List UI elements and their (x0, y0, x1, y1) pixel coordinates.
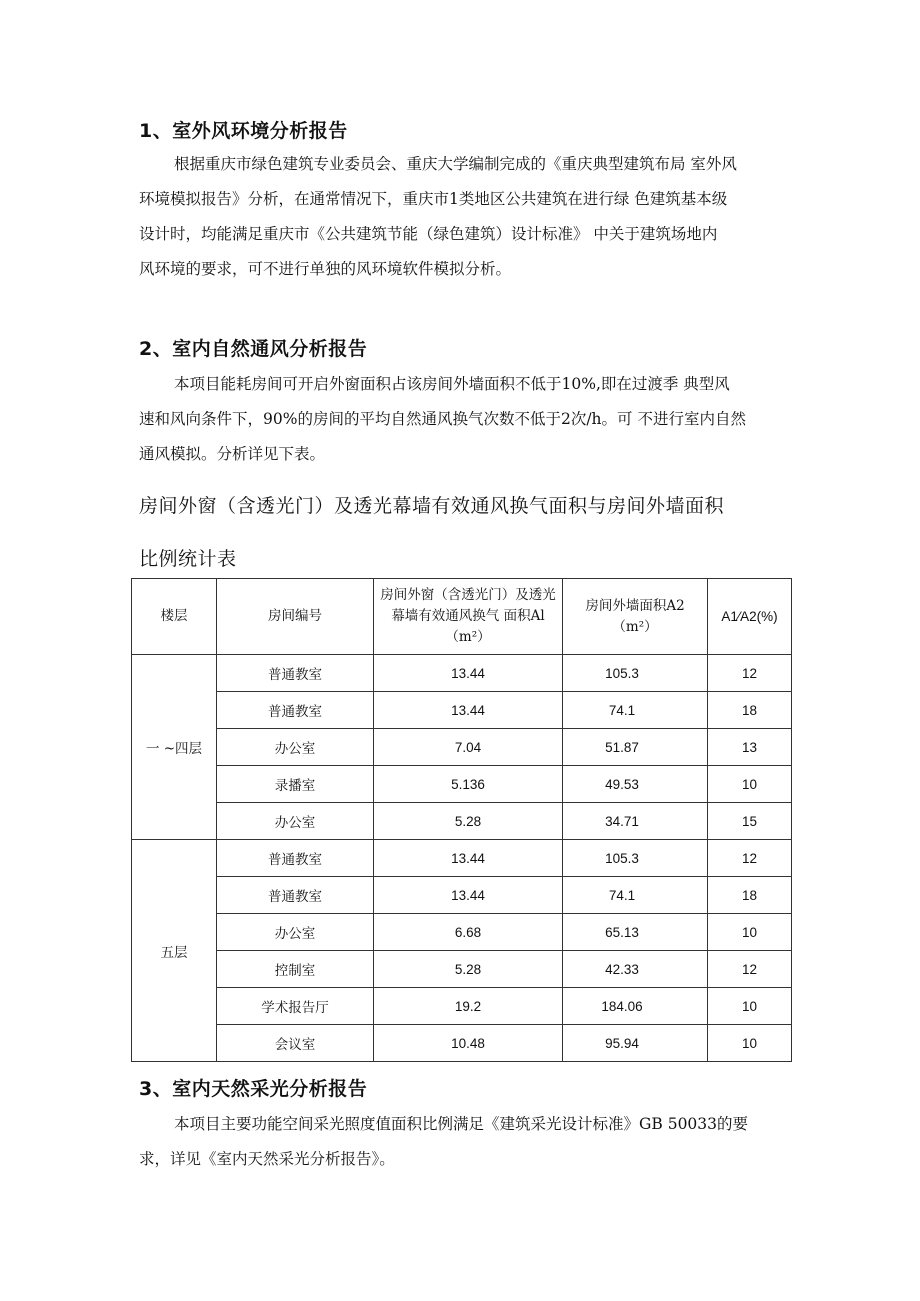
ratio-cell: 12 (708, 951, 792, 988)
ventilation-ratio-table (131, 578, 792, 1062)
table-row (132, 877, 792, 914)
section2-heading: 2、室内自然通风分析报告 (139, 338, 368, 360)
room-cell: 办公室 (217, 729, 374, 766)
area2-cell: 184.06 (563, 988, 708, 1025)
area1-cell: 13.44 (374, 877, 563, 914)
area2-cell: 49.53 (563, 766, 708, 803)
area1-cell: 7.04 (374, 729, 563, 766)
table-row (132, 1025, 792, 1062)
ratio-cell: 13 (708, 729, 792, 766)
area1-cell: 19.2 (374, 988, 563, 1025)
header-floor: 楼层 (132, 579, 217, 655)
room-cell: 录播室 (217, 766, 374, 803)
ratio-cell: 10 (708, 1025, 792, 1062)
table-row (132, 840, 792, 877)
area2-cell: 105.3 (563, 655, 708, 692)
section1-paragraph (139, 147, 845, 287)
area2-cell: 34.71 (563, 803, 708, 840)
section3-paragraph (139, 1107, 845, 1177)
section1-heading: 1、室外风环境分析报告 (139, 120, 348, 142)
table-row (132, 803, 792, 840)
area1-cell: 13.44 (374, 655, 563, 692)
paragraph-line: 求，详见《室内天然采光分析报告》。 (139, 1150, 395, 1168)
area2-cell: 105.3 (563, 840, 708, 877)
table-header-row (132, 579, 792, 655)
area1-cell: 13.44 (374, 840, 563, 877)
ratio-cell: 10 (708, 914, 792, 951)
room-cell: 普通教室 (217, 877, 374, 914)
area1-cell: 6.68 (374, 914, 563, 951)
header-ratio: A1⁄A2(%) (708, 579, 792, 655)
floor-cell: 五层 (132, 840, 217, 1062)
table-row (132, 951, 792, 988)
area2-cell: 65.13 (563, 914, 708, 951)
room-cell: 普通教室 (217, 655, 374, 692)
room-cell: 普通教室 (217, 840, 374, 877)
area2-cell: 51.87 (563, 729, 708, 766)
area2-cell: 74.1 (563, 877, 708, 914)
ratio-cell: 18 (708, 692, 792, 729)
ratio-cell: 10 (708, 988, 792, 1025)
paragraph-line: 风环境的要求，可不进行单独的风环境软件模拟分析。 (139, 260, 512, 278)
ratio-cell: 12 (708, 655, 792, 692)
table-row (132, 692, 792, 729)
table-row (132, 655, 792, 692)
header-area2: 房间外墙面积A2 （m²） (563, 579, 708, 655)
room-cell: 办公室 (217, 914, 374, 951)
table-row (132, 766, 792, 803)
table-row (132, 914, 792, 951)
table-title-line2: 比例统计表 (139, 548, 237, 570)
area1-cell: 10.48 (374, 1025, 563, 1062)
header-room: 房间编号 (217, 579, 374, 655)
floor-cell: 一 ~四层 (132, 655, 217, 840)
area1-cell: 13.44 (374, 692, 563, 729)
area1-cell: 5.28 (374, 803, 563, 840)
header-area1: 房间外窗（含透光门）及透光幕墙有效通风换气 面积Al （m²） (374, 579, 563, 655)
paragraph-line: 本项目主要功能空间采光照度值面积比例满足《建筑采光设计标准》GB 50033的要 (174, 1115, 749, 1133)
room-cell: 办公室 (217, 803, 374, 840)
table-body (132, 655, 792, 1062)
table-title-line1: 房间外窗（含透光门）及透光幕墙有效通风换气面积与房间外墙面积 (139, 495, 725, 517)
room-cell: 学术报告厅 (217, 988, 374, 1025)
paragraph-line: 通风模拟。分析详见下表。 (139, 445, 326, 463)
ratio-cell: 10 (708, 766, 792, 803)
paragraph-line: 设计时，均能满足重庆市《公共建筑节能（绿色建筑）设计标准》 中关于建筑场地内 (139, 225, 718, 243)
section2-paragraph (139, 367, 845, 472)
section3-heading: 3、室内天然采光分析报告 (139, 1078, 368, 1100)
table-row (132, 729, 792, 766)
area2-cell: 42.33 (563, 951, 708, 988)
room-cell: 会议室 (217, 1025, 374, 1062)
paragraph-line: 速和风向条件下，90%的房间的平均自然通风换气次数不低于2次/h。可 不进行室内自然 (139, 410, 746, 428)
ratio-cell: 15 (708, 803, 792, 840)
paragraph-line: 环境模拟报告》分析，在通常情况下，重庆市1类地区公共建筑在进行绿 色建筑基本级 (139, 190, 728, 208)
area1-cell: 5.28 (374, 951, 563, 988)
room-cell: 普通教室 (217, 692, 374, 729)
room-cell: 控制室 (217, 951, 374, 988)
area2-cell: 95.94 (563, 1025, 708, 1062)
ratio-cell: 12 (708, 840, 792, 877)
paragraph-line: 本项目能耗房间可开启外窗面积占该房间外墙面积不低于10%,即在过渡季 典型风 (174, 375, 730, 393)
area2-cell: 74.1 (563, 692, 708, 729)
paragraph-line: 根据重庆市绿色建筑专业委员会、重庆大学编制完成的《重庆典型建筑布局 室外风 (174, 155, 737, 173)
ratio-cell: 18 (708, 877, 792, 914)
table-row (132, 988, 792, 1025)
area1-cell: 5.136 (374, 766, 563, 803)
